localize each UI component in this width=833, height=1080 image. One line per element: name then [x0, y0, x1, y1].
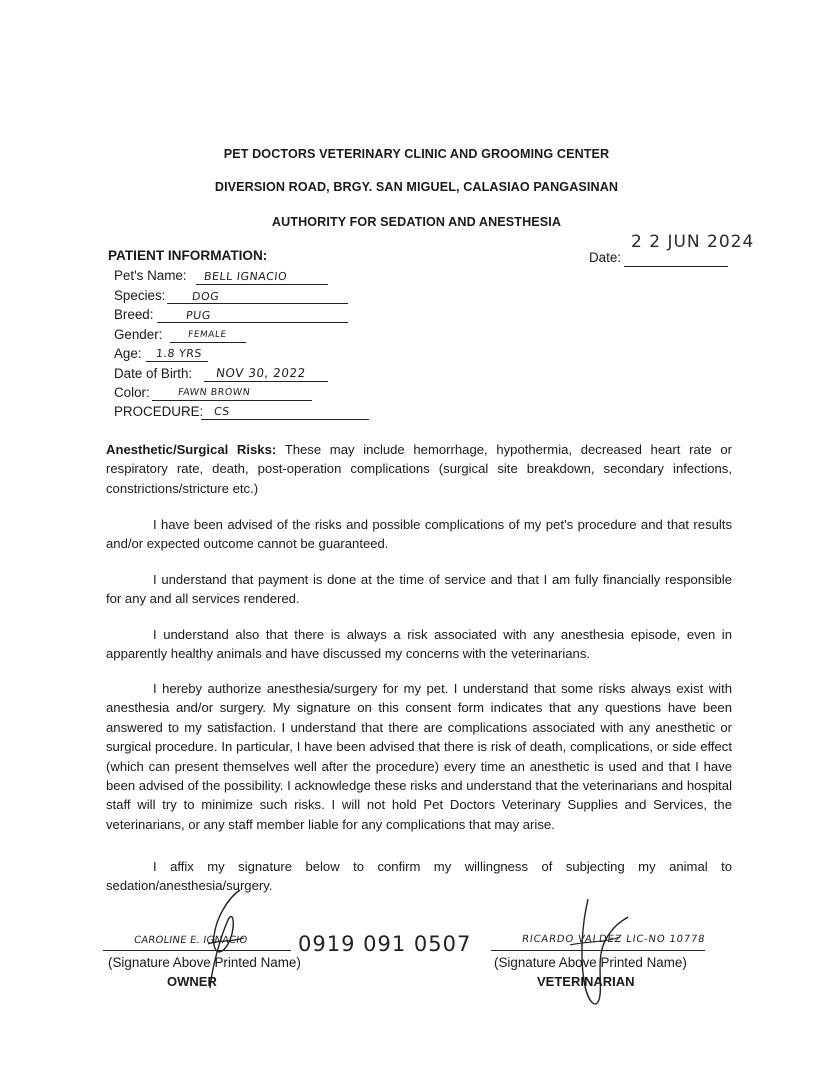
patient-info-title: PATIENT INFORMATION: — [108, 248, 268, 263]
field-dob-line — [204, 381, 328, 382]
clinic-address: DIVERSION ROAD, BRGY. SAN MIGUEL, CALASIAO PANGASINAN — [214, 180, 619, 194]
vet-signature-line — [491, 950, 705, 951]
field-procedure-label: PROCEDURE: — [114, 404, 204, 419]
field-breed-line — [157, 322, 348, 323]
owner-handwritten-name: CAROLINE E. IGNACIO — [133, 935, 249, 946]
paragraph-affix-signature: I affix my signature below to confirm my willingness of subjecting my animal to sedation/anesthesia/surgery. — [106, 859, 732, 894]
paragraph-authorization: I hereby authorize anesthesia/surgery for my pet. I understand that some risks always exist with anesthesia and/or surgery. My signature on this consent form indicates that any questions have been answered to my satisfaction. I understand that there are complications associated with any anesthetic or surgical procedure. In particular, I have been advised that there is risk of death, complications, or side effect (which can present themselves well after the procedure) every time an anesthetic is used and that I have been advised of the possibility. I acknowledge these risks and understand that the veterinarians and hospital staff will try to minimize such risks. I will not hold Pet Doctors Veterinary Supplies and Services, the veterinarians, or any staff member liable for any complications that may arise. — [106, 681, 732, 832]
form-title: AUTHORITY FOR SEDATION AND ANESTHESIA — [271, 215, 562, 229]
field-dob-label: Date of Birth: — [114, 366, 193, 381]
vet-signature-caption: (Signature Above Printed Name) — [494, 955, 687, 970]
owner-handwritten-phone: 0919 091 0507 — [298, 932, 472, 956]
paragraph-advised: I have been advised of the risks and possible complications of my pet’s procedure and that results and/or expected outcome cannot be guaranteed. — [106, 517, 732, 552]
vet-role-label: VETERINARIAN — [537, 974, 635, 989]
field-gender-line — [170, 342, 246, 343]
field-breed-value: PUG — [185, 309, 212, 322]
date-label: Date: — [589, 250, 622, 265]
field-species-line — [167, 303, 348, 304]
field-age-value: 1.8 YRS — [155, 347, 203, 360]
paragraph-payment: I understand that payment is done at the time of service and that I am fully financially responsible for any and all services rendered. — [106, 572, 732, 607]
field-dob-value: NOV 30, 2022 — [215, 366, 307, 380]
field-pet-name-line — [196, 284, 328, 285]
risks-paragraph — [106, 440, 732, 498]
risks-text: These may include hemorrhage, hypothermia, decreased heart rate or respiratory rate, death, post-operation complications (surgical site breakdown, secondary infections, constrictions/stricture etc.) — [106, 442, 732, 496]
field-procedure-line — [201, 419, 369, 420]
owner-role-label: OWNER — [167, 974, 217, 989]
field-procedure-value: CS — [213, 405, 231, 418]
field-pet-name-label: Pet's Name: — [114, 268, 187, 283]
field-age-label: Age: — [114, 346, 142, 361]
field-color-value: FAWN BROWN — [177, 387, 251, 398]
field-age-line — [146, 361, 208, 362]
vet-handwritten-name: RICARDO VALDEZ LIC-NO 10778 — [521, 934, 706, 945]
owner-signature-caption: (Signature Above Printed Name) — [108, 955, 301, 970]
field-species-label: Species: — [114, 288, 166, 303]
date-value: 2 2 JUN 2024 — [631, 232, 755, 252]
date-underline — [624, 266, 728, 267]
field-gender-value: FEMALE — [187, 330, 228, 340]
risks-heading: Anesthetic/Surgical Risks: — [106, 442, 277, 457]
field-pet-name-value: BELL IGNACIO — [203, 270, 288, 283]
field-breed-label: Breed: — [114, 307, 154, 322]
field-species-value: DOG — [191, 290, 220, 303]
field-color-line — [152, 400, 312, 401]
field-color-label: Color: — [114, 385, 150, 400]
paragraph-risk-anesthesia: I understand also that there is always a risk associated with any anesthesia episode, even in apparently healthy animals and have discussed my concerns with the veterinarians. — [106, 627, 732, 662]
field-gender-label: Gender: — [114, 327, 163, 342]
clinic-name: PET DOCTORS VETERINARY CLINIC AND GROOMING CENTER — [223, 147, 610, 161]
owner-signature-line — [103, 950, 291, 951]
